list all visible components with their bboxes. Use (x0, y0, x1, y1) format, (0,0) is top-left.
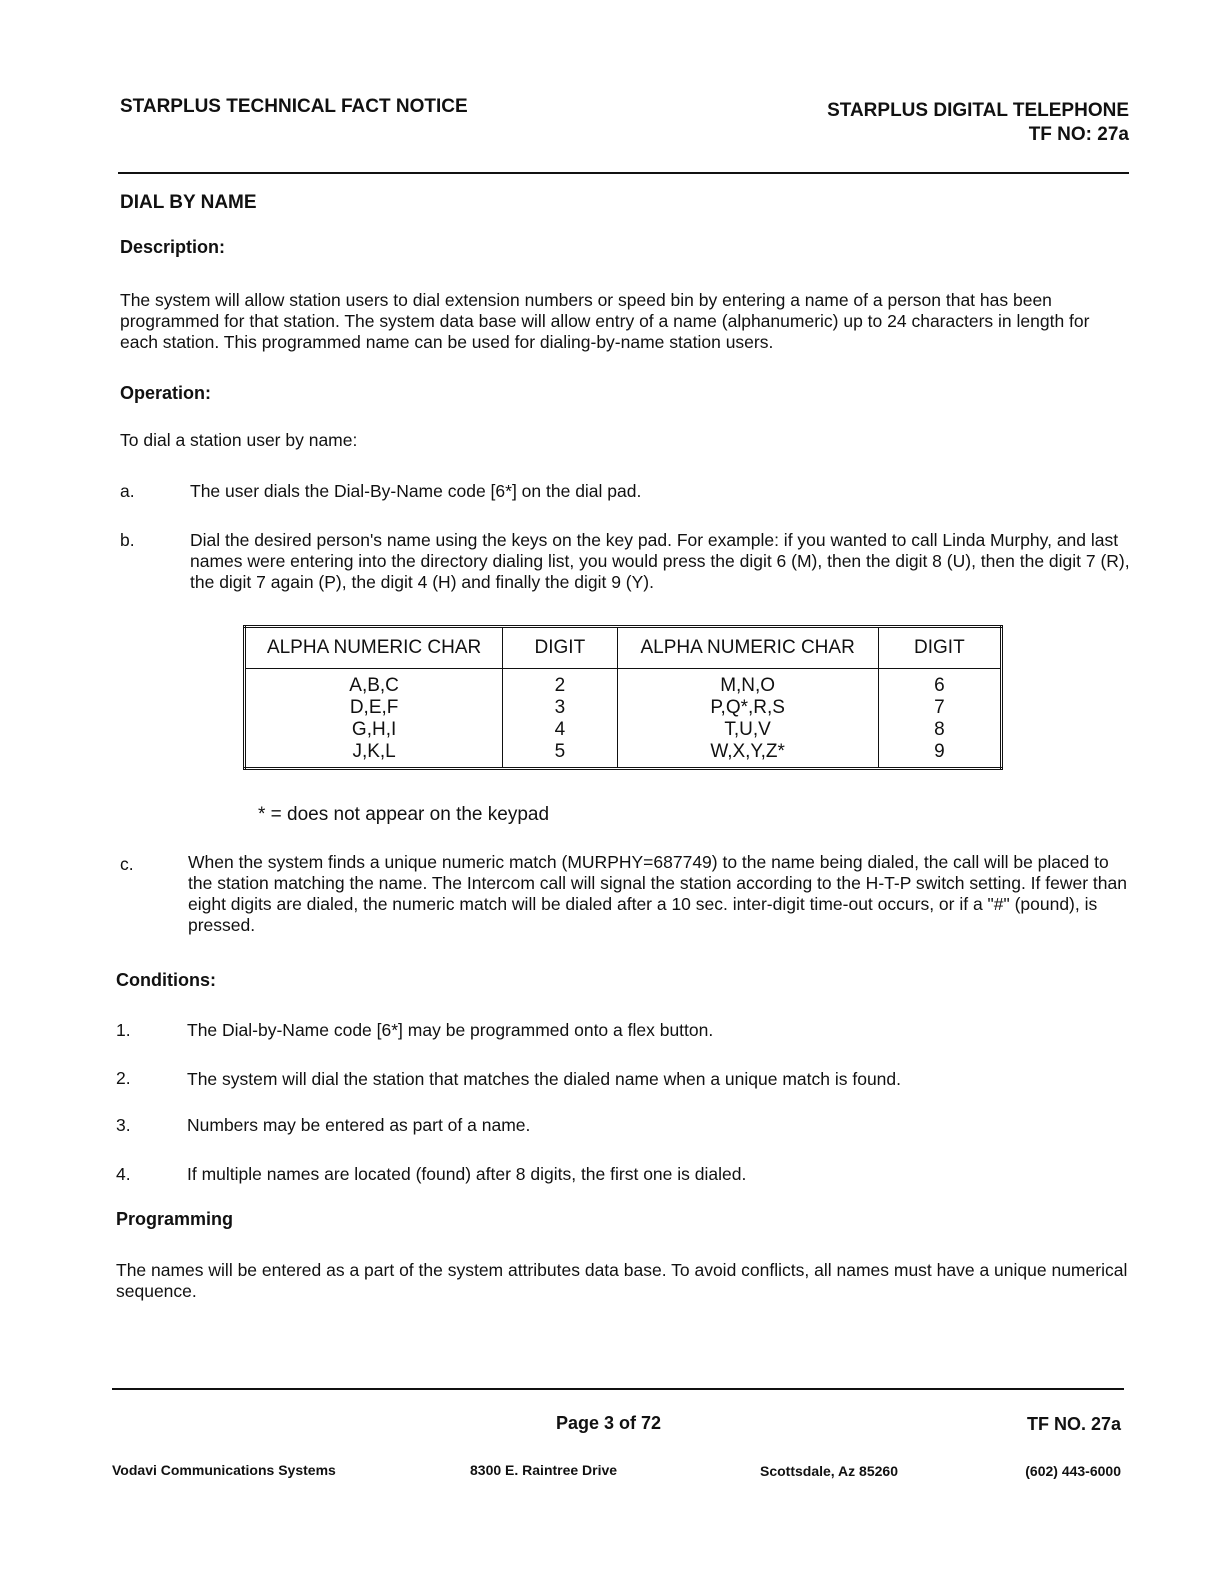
left-chars-cell (245, 669, 503, 769)
header-tf-number: TF NO: 27a (1028, 124, 1129, 145)
footer-phone: (602) 443-6000 (1025, 1463, 1121, 1479)
step-a-text: The user dials the Dial-By-Name code [6*] on the dial pad. (190, 481, 642, 501)
alpha-digit-table (243, 625, 1003, 770)
footer-page-number: Page 3 of 72 (556, 1413, 662, 1433)
digit-value: 3 (554, 697, 566, 718)
digit-value: 8 (934, 719, 945, 740)
col-header-alpha-1: ALPHA NUMERIC CHAR (245, 627, 503, 669)
condition-2-marker: 2. (116, 1068, 131, 1088)
footer-address: 8300 E. Raintree Drive (470, 1462, 618, 1478)
conditions-heading: Conditions: (116, 970, 216, 990)
table-header-row (245, 627, 1002, 669)
digit-value: 6 (934, 675, 945, 696)
digit-value: 2 (554, 675, 566, 696)
condition-4-marker: 4. (116, 1164, 131, 1184)
operation-heading: Operation: (120, 383, 212, 403)
right-digits-cell (878, 669, 1001, 769)
condition-2-text: The system will dial the station that matches the dialed name when a unique match is found. (187, 1069, 902, 1089)
footer-tf-number: TF NO. 27a (1026, 1414, 1121, 1434)
char-group: T,U,V (724, 719, 771, 740)
step-b-marker: b. (120, 530, 135, 550)
header-right-title: STARPLUS DIGITAL TELEPHONE (827, 100, 1129, 121)
char-group: M,N,O (720, 675, 776, 696)
char-group: W,X,Y,Z* (710, 741, 785, 762)
step-c-marker: c. (120, 854, 134, 874)
col-header-digit-2: DIGIT (878, 627, 1001, 669)
header-left-title: STARPLUS TECHNICAL FACT NOTICE (120, 96, 468, 117)
char-group: P,Q*,R,S (710, 697, 785, 718)
digit-value: 5 (554, 741, 566, 762)
step-a-marker: a. (120, 481, 135, 501)
right-chars-cell (617, 669, 878, 769)
condition-1-text: The Dial-by-Name code [6*] may be programmed onto a flex button. (187, 1020, 714, 1040)
programming-text: The names will be entered as a part of the system attributes data base. To avoid conflicts, all names must have a unique numerical sequence. (116, 1260, 1128, 1301)
programming-heading: Programming (116, 1209, 234, 1229)
step-b-text: Dial the desired person's name using the keys on the key pad. For example: if you wanted to call Linda Murphy, and last names were entering into the directory dialing list, you would press the digit 6 (M), then the digit 8 (U), then the digit 7 (R), the digit 7 again (P), the digit 4 (H) and finally the digit 9 (Y). (190, 530, 1130, 592)
footer-rule (112, 1388, 1124, 1390)
description-heading: Description: (120, 237, 226, 257)
char-group: J,K,L (352, 741, 396, 762)
operation-intro: To dial a station user by name: (120, 430, 358, 450)
digit-value: 4 (554, 719, 566, 740)
char-group: D,E,F (349, 697, 399, 718)
table-footnote: * = does not appear on the keypad (258, 804, 550, 825)
footer-company: Vodavi Communications Systems (112, 1462, 336, 1478)
digit-value: 7 (934, 697, 945, 718)
condition-4-text: If multiple names are located (found) after 8 digits, the first one is dialed. (187, 1164, 747, 1184)
footer-city: Scottsdale, Az 85260 (760, 1463, 898, 1479)
table-row (245, 669, 1002, 769)
step-c-text: When the system finds a unique numeric match (MURPHY=687749) to the name being dialed, the call will be placed to the station matching the name. The Intercom call will signal the station according to the H-T-P switch setting. If fewer than eight digits are dialed, the numeric match will be dialed after a 10 sec. inter-digit time-out occurs, or if a "#" (pound), is pressed. (188, 852, 1127, 935)
condition-1-marker: 1. (116, 1020, 131, 1040)
header-rule (118, 172, 1129, 174)
digit-value: 9 (934, 741, 945, 762)
col-header-digit-1: DIGIT (503, 627, 617, 669)
char-group: A,B,C (349, 675, 399, 696)
condition-3-marker: 3. (116, 1115, 131, 1135)
condition-3-text: Numbers may be entered as part of a name. (187, 1115, 531, 1135)
description-text: The system will allow station users to dial extension numbers or speed bin by entering a name of a person that has been programmed for that station. The system data base will allow entry of a name (alphanumeric) up to 24 characters in length for each station. This programmed name can be used for dialing-by-name station users. (120, 290, 1090, 352)
char-group: G,H,I (351, 719, 397, 740)
section-title: DIAL BY NAME (120, 192, 257, 213)
left-digits-cell (503, 669, 617, 769)
col-header-alpha-2: ALPHA NUMERIC CHAR (617, 627, 878, 669)
